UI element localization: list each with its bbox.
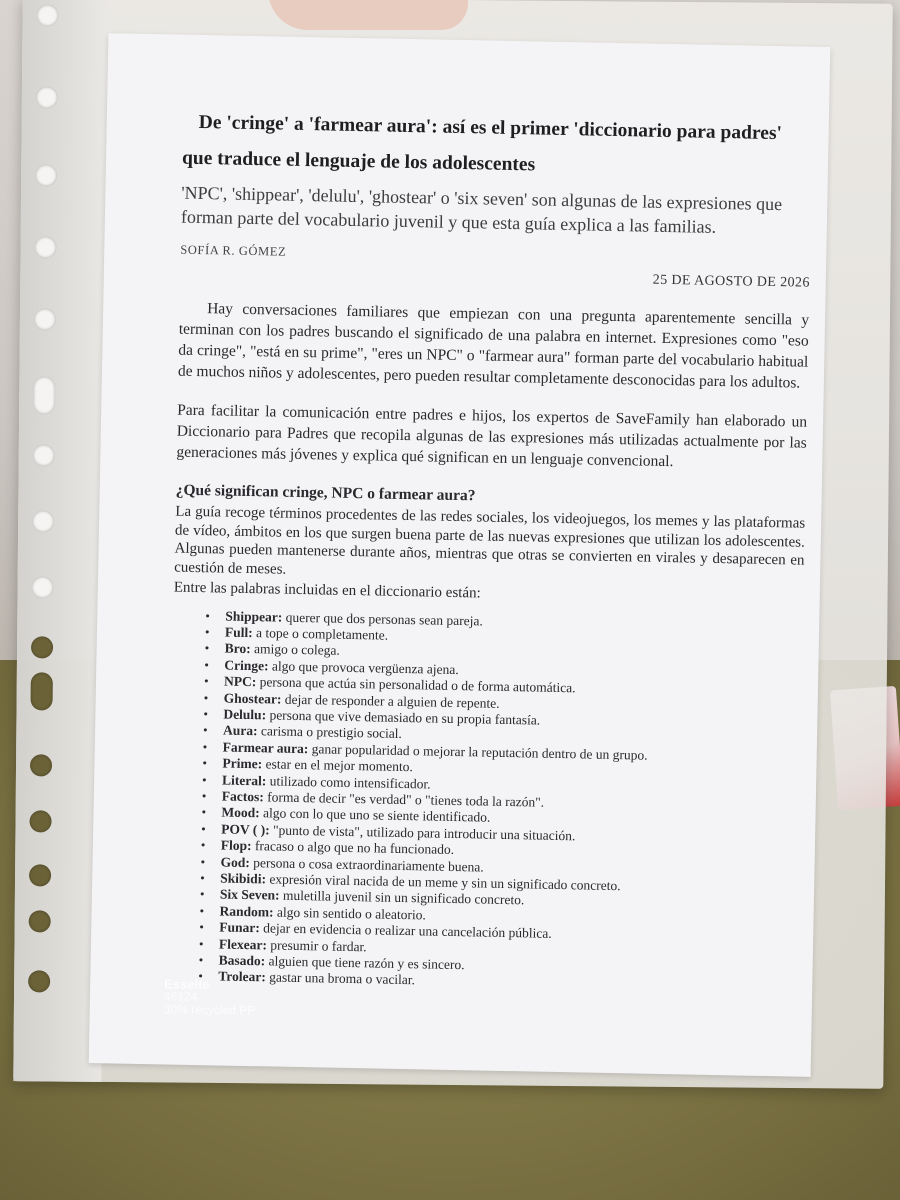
glossary-term: Farmear aura: xyxy=(222,739,309,756)
article-headline xyxy=(182,105,813,189)
glossary-definition: utilizado como intensificador. xyxy=(269,772,431,792)
punch-hole xyxy=(35,164,57,186)
publication-date: 25 DE AGOSTO DE 2026 xyxy=(652,272,810,291)
glossary-definition: alguien que tiene razón y es sincero. xyxy=(268,953,465,973)
punch-hole xyxy=(29,864,51,886)
glossary-term: Six Seven: xyxy=(219,886,280,904)
glossary-term: Delulu: xyxy=(223,706,267,723)
glossary-term: Shippear: xyxy=(225,608,283,625)
finger xyxy=(268,0,468,30)
glossary-term: POV ( ): xyxy=(221,821,270,838)
glossary-definition: ganar popularidad o mejorar la reputación dentro de un grupo. xyxy=(311,740,648,763)
glossary-list xyxy=(166,607,803,996)
glossary-definition: dejar de responder a alguien de repente. xyxy=(284,691,500,711)
punch-hole xyxy=(32,510,54,532)
glossary-term: Trolear: xyxy=(218,968,266,985)
sleeve-code: 46124 xyxy=(163,989,198,1004)
glossary-term: Aura: xyxy=(222,722,258,739)
punch-hole xyxy=(29,910,51,932)
glossary-definition: fracaso o algo que no ha funcionado. xyxy=(254,838,455,858)
glossary-term: NPC: xyxy=(223,673,257,690)
glossary-term: Ghostear: xyxy=(223,690,282,707)
headline-line-2: que traduce el lenguaje de los adolescentes xyxy=(181,147,536,176)
glossary-term: Basado: xyxy=(218,952,266,969)
glossary-term: Funar: xyxy=(219,919,260,936)
punch-hole xyxy=(34,308,56,330)
glossary-term: Random: xyxy=(219,903,274,920)
glossary-definition: a tope o completamente. xyxy=(255,625,389,643)
punch-hole xyxy=(30,754,52,776)
glossary-term: Literal: xyxy=(221,772,267,788)
punch-hole xyxy=(36,4,58,26)
glossary-term: Cringe: xyxy=(224,657,269,674)
glossary-term: Prime: xyxy=(222,755,263,772)
glossary-term: Flexear: xyxy=(218,936,268,953)
glossary-definition: carisma o prestigio social. xyxy=(260,723,403,742)
glossary-definition: amigo o colega. xyxy=(253,641,341,659)
glossary-definition: gastar una broma o vacilar. xyxy=(269,969,416,988)
sleeve-material: 30% recycled PP xyxy=(163,1002,256,1018)
punch-hole xyxy=(33,376,55,414)
section-paragraph: La guía recoge términos procedentes de las redes sociales, los videojuegos, los memes y las plataformas de vídeo, ámbitos en los que surgen buena parte de las nuevas expresiones que utilizan los adolescentes. Algunas pueden mantenerse durante años, mientras que otras se convierten en virales y desaparecen en cuestión de meses. xyxy=(174,503,806,578)
glossary-term: Full: xyxy=(224,624,253,640)
sleeve-brand: Esselte xyxy=(164,976,210,992)
intro-paragraph: Hay conversaciones familiares que empiezan con una pregunta aparentemente sencilla y terminan con los padres buscando el significado de una palabra en internet. Expresiones como "eso da cringe", "está en su prime", "eres un NPC" o "farmear aura" forman parte del vocabulario habitual de muchos niños y adolescentes, pero pueden resultar completamente desconocidas para los adultos. xyxy=(177,300,810,392)
glossary-definition: "punto de vista", utilizado para introducir una situación. xyxy=(272,822,576,844)
punch-hole xyxy=(31,636,53,658)
glossary-term: Skibidi: xyxy=(220,870,267,887)
glossary-definition: muletilla juvenil sin un significado concreto. xyxy=(282,888,525,908)
punch-hole xyxy=(31,576,53,598)
article-body xyxy=(166,105,813,997)
punch-hole xyxy=(28,970,50,992)
author-byline: SOFÍA R. GÓMEZ xyxy=(180,242,287,259)
punch-hole xyxy=(36,86,58,108)
punch-hole xyxy=(31,672,53,710)
glossary-term: Factos: xyxy=(221,788,264,805)
glossary-definition: presumir o fardar. xyxy=(270,937,367,954)
glossary-definition: algo que provoca vergüenza ajena. xyxy=(271,658,459,677)
second-paragraph: Para facilitar la comunicación entre padres e hijos, los expertos de SaveFamily han elaborado un Diccionario para Padres que recopila algunas de las expresiones más utilizadas actualmente por las generaciones más jóvenes y explica qué significan en un lenguaje convencional. xyxy=(176,401,808,471)
glossary-definition: persona o cosa extraordinariamente buena. xyxy=(253,854,484,875)
printed-article-page xyxy=(89,33,831,1077)
section-heading: ¿Qué significan cringe, NPC o farmear aura? xyxy=(175,481,476,505)
list-intro: Entre las palabras incluidas en el diccionario están: xyxy=(173,579,481,602)
headline-line-1: De 'cringe' a 'farmear aura': así es el primer 'diccionario para padres' xyxy=(198,111,783,145)
glossary-term: God: xyxy=(220,854,250,870)
article-subtitle: 'NPC', 'shippear', 'delulu', 'ghostear' o 'six seven' son algunas de las expresiones que forman parte del vocabulario juvenil y que esta guía explica a las familias. xyxy=(180,182,783,237)
punch-hole xyxy=(34,236,56,258)
glossary-definition: persona que vive demasiado en su propia fantasía. xyxy=(269,707,541,728)
glossary-term: Mood: xyxy=(221,804,260,821)
glossary-definition: algo con lo que uno se siente identificado. xyxy=(262,805,491,826)
glossary-definition: persona que actúa sin personalidad o de forma automática. xyxy=(259,674,576,696)
glossary-term: Bro: xyxy=(224,640,251,657)
glossary-definition: algo sin sentido o aleatorio. xyxy=(276,904,426,923)
glossary-definition: expresión viral nacida de un meme y sin un significado concreto. xyxy=(269,871,621,894)
glossary-definition: forma de decir "es verdad" o "tienes toda la razón". xyxy=(267,789,545,810)
plastic-sleeve xyxy=(13,0,892,1089)
glossary-definition: querer que dos personas sean pareja. xyxy=(285,609,483,628)
sleeve-imprint xyxy=(164,977,256,1017)
glossary-definition: estar en el mejor momento. xyxy=(265,756,414,775)
glossary-definition: dejar en evidencia o realizar una cancelación pública. xyxy=(263,920,552,942)
glossary-term: Flop: xyxy=(220,837,252,854)
punch-hole xyxy=(29,810,51,832)
punch-hole xyxy=(33,444,55,466)
